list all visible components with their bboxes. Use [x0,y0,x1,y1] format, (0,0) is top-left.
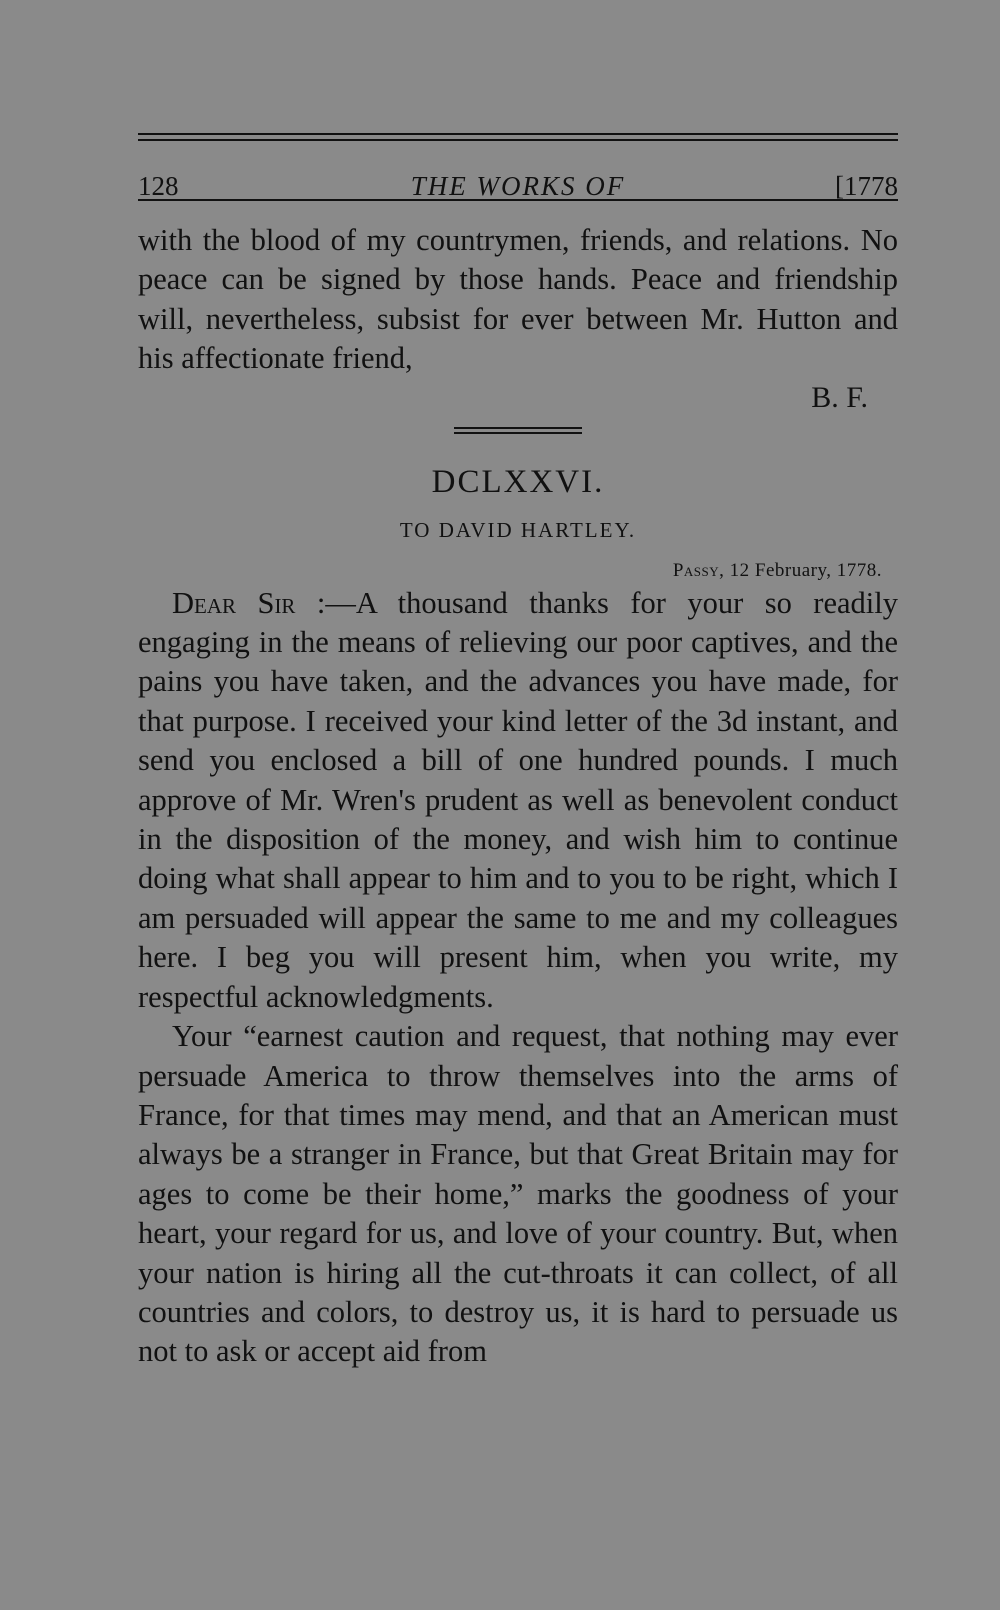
letter-separator [454,427,582,434]
dateline-place: Passy [672,559,720,581]
header-double-rule [138,133,898,141]
dateline [138,558,898,584]
paragraph-1-text: :—A thousand thanks for your so readily engaging in the means of relieving our poor captives, and the pains you have taken, and the advances you have made, for that purpose. I received your kind letter of the 3d instant, and send you enclosed a bill of one hundred pounds. I much approve of Mr. Wren's prudent as well as benevolent conduct in the disposition of the money, and wish him to continue doing what shall appear to him and to you to be right, which I am persuaded will appear the same to me and my colleagues here. I beg you will present him, when you write, my respectful acknowledgments. [138,585,898,1014]
letter-paragraph-1 [138,584,898,1017]
letter-numeral: DCLXXVI. [431,463,605,500]
running-title: THE WORKS OF [410,171,626,201]
previous-letter-closing: with the blood of my countrymen, friends, and relations. No peace can be signed by those hands. Peace and friendship will, nevertheless, subsist for ever between Mr. Hutton and his affectionate friend, [138,223,898,376]
dateline-date: , 12 February, 1778. [719,559,882,581]
running-head [138,141,898,201]
letter-recipient: TO DAVID HARTLEY. [399,517,637,542]
book-page [138,133,898,1372]
letter-paragraph-2: Your “earnest caution and request, that nothing may ever persuade America to throw themselves into the arms of France, for that times may mend, and that an American must always be a stranger in France, but that Great Britain may for ages to come be their home,” marks the goodness of your heart, your regard for us, and love of your country. But, when your nation is hiring all the cut-throats it can collect, of all countries and colors, to destroy us, it is hard to persuade us not to ask or accept aid from [138,1019,898,1369]
signature: B. F. [811,380,868,414]
running-year: [1778 [835,171,898,201]
salutation: Dear Sir [172,585,296,620]
page-number: 128 [138,171,179,201]
